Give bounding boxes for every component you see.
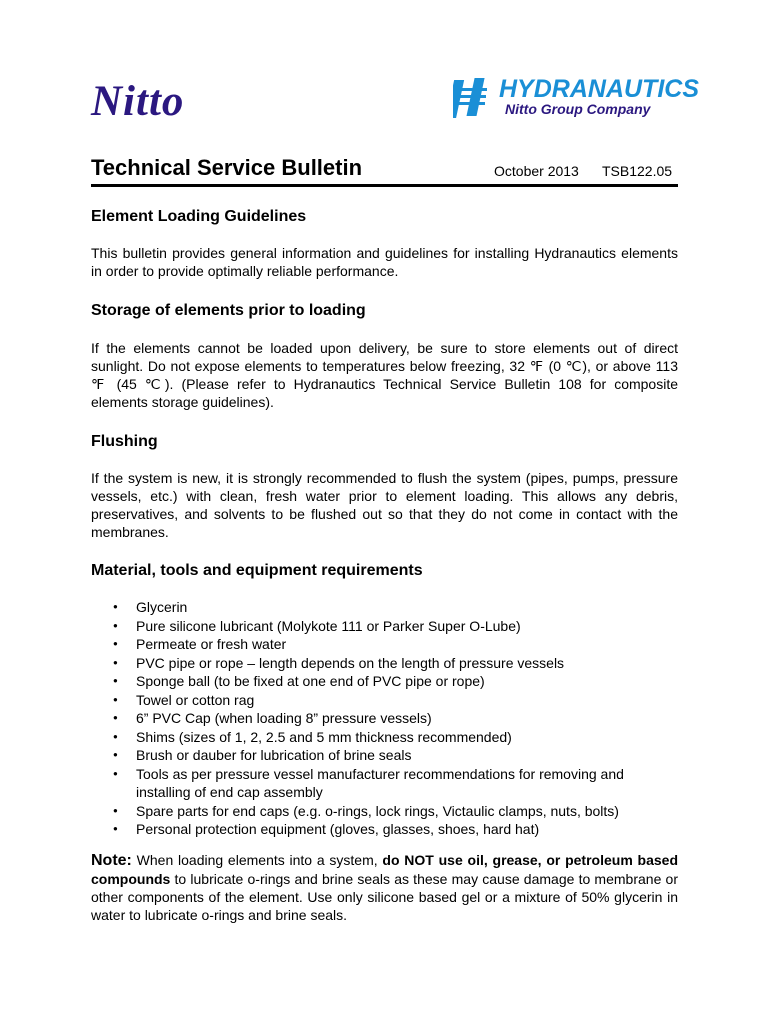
bulletin-title: Technical Service Bulletin: [91, 155, 363, 180]
note-label: Note:: [91, 851, 132, 869]
hydranautics-tagline: Nitto Group Company: [505, 101, 651, 117]
materials-heading: Material, tools and equipment requirements: [91, 562, 423, 579]
list-item: ● Sponge ball (to be fixed at one end of PVC pipe or rope): [136, 672, 678, 691]
list-item: ● Towel or cotton rag: [136, 691, 678, 710]
list-item: ● Pure silicone lubricant (Molykote 111 or Parker Super O-Lube): [136, 617, 678, 636]
list-item: ● 6” PVC Cap (when loading 8” pressure vessels): [136, 709, 678, 728]
flushing-heading: Flushing: [91, 433, 158, 450]
list-item: ● Spare parts for end caps (e.g. o-rings, lock rings, Victaulic clamps, nuts, bolts): [136, 802, 678, 821]
hydranautics-logo-mark: [453, 76, 495, 120]
list-item: ● Permeate or fresh water: [136, 635, 678, 654]
list-item: ● Tools as per pressure vessel manufacturer recommendations for removing and installing of end cap assembly: [136, 765, 678, 802]
hydranautics-wordmark: HYDRANAUTICS: [499, 75, 699, 103]
note-paragraph: [91, 851, 678, 924]
note-warning: do NOT use oil, grease, or petroleum based compounds: [91, 851, 679, 887]
storage-paragraph: If the elements cannot be loaded upon delivery, be sure to store elements out of direct sunlight. Do not expose elements to temperatures below freezing, 32 ℉ (0 ℃), or above 113 ℉ (45 ℃). (Please refer to Hydranautics Technical Service Bulletin 108 for composite elements storage guidelines).: [91, 340, 678, 410]
intro-paragraph: This bulletin provides general information and guidelines for installing Hydranautics elements in order to provide optimally reliable performance.: [91, 245, 678, 279]
list-item: ● Glycerin: [136, 598, 678, 617]
storage-heading: Storage of elements prior to loading: [91, 302, 366, 319]
hydranautics-logo: [453, 74, 699, 122]
bulletin-header: [91, 155, 678, 183]
list-item: ● Personal protection equipment (gloves, glasses, shoes, hard hat): [136, 820, 678, 839]
bulletin-number: TSB122.05: [602, 163, 673, 179]
bulletin-body: [91, 199, 678, 924]
flushing-paragraph: If the system is new, it is strongly recommended to flush the system (pipes, pumps, pressure vessels, etc.) with clean, fresh water prior to element loading. This allows any debris, preservatives, and solvents to be flushed out so that they do not come in contact with the membranes.: [91, 470, 678, 540]
list-item: ● PVC pipe or rope – length depends on the length of pressure vessels: [136, 654, 678, 673]
list-item: ● Brush or dauber for lubrication of brine seals: [136, 746, 678, 765]
nitto-logo: Nitto: [91, 78, 185, 125]
bulletin-date: October 2013: [494, 163, 579, 179]
header-divider: [91, 184, 678, 187]
note-text-2: to lubricate o-rings and brine seals as these may cause damage to membrane or other components of the element. Use only silicone based gel or a mixture of 50% glycerin in water to lubricate o-rings and brine seals.: [91, 870, 678, 923]
note-text-1: When loading elements into a system,: [131, 851, 383, 868]
doc-title: Element Loading Guidelines: [91, 208, 307, 225]
materials-list: [91, 598, 678, 839]
list-item: ● Shims (sizes of 1, 2, 2.5 and 5 mm thickness recommended): [136, 728, 678, 747]
